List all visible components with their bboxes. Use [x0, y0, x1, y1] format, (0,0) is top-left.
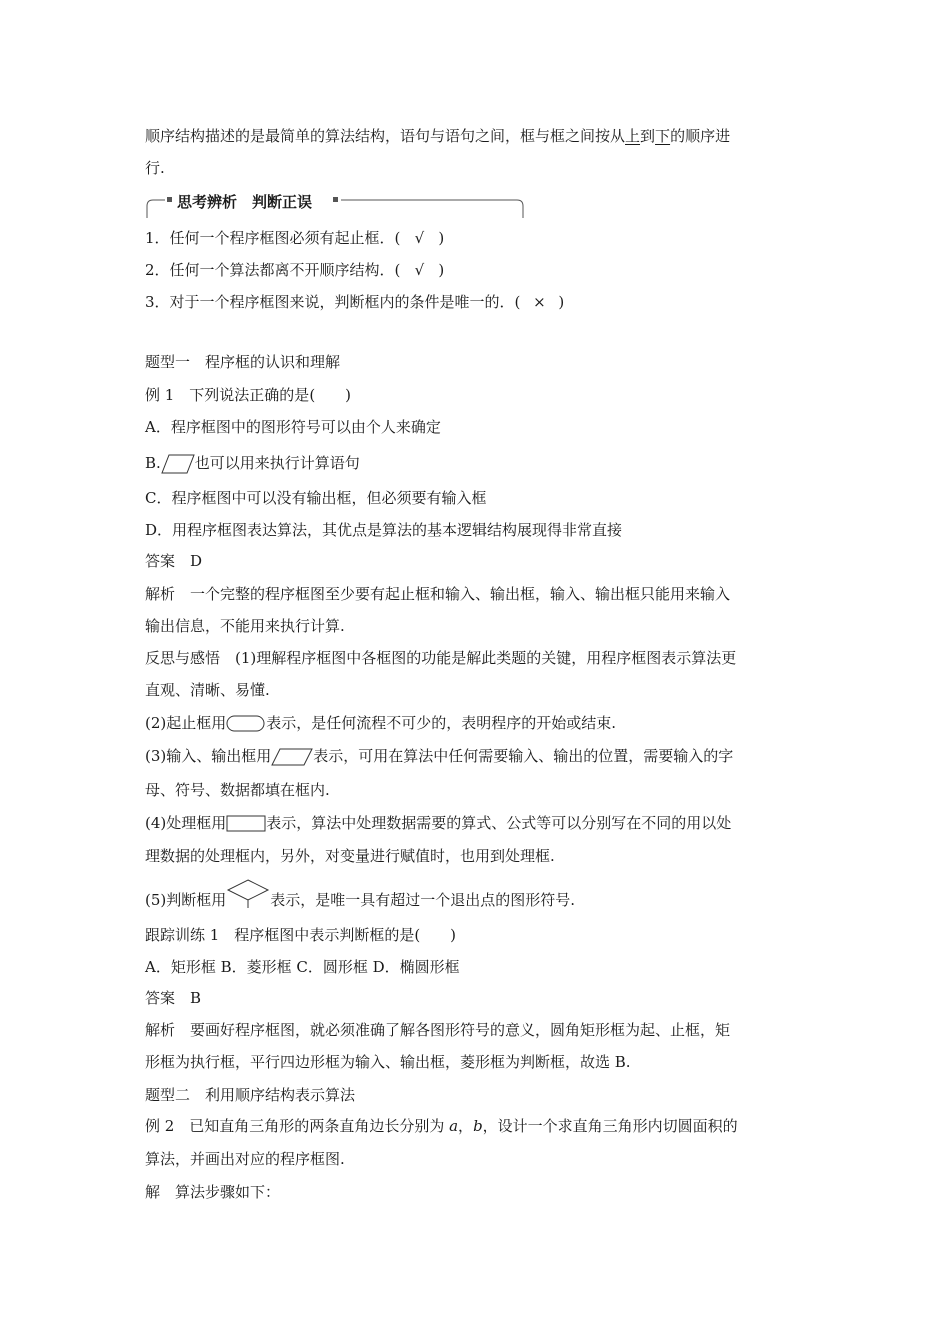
judgment-text: 2．任何一个算法都离不开顺序结构．( [145, 261, 401, 279]
reflection-3-post: 表示，可用在算法中任何需要输入、输出的位置，需要输入的字 [313, 747, 734, 765]
judgment-2 [145, 260, 444, 280]
judgment-3 [145, 292, 564, 312]
variable-a: a [449, 1117, 459, 1135]
reflection-2-pre: (2)起止框用 [145, 714, 227, 732]
practice-1-question: 跟踪训练 1 程序框图中表示判断框的是( ) [145, 926, 457, 944]
analysis-1-line-2: 输出信息，不能用来执行计算. [145, 617, 345, 635]
rectangle-icon [226, 814, 266, 834]
analysis-2-line-1: 解析 要画好程序框图，就必须准确了解各图形符号的意义，圆角矩形框为起、止框，矩 [145, 1021, 731, 1039]
reflection-1-line-1: 反思与感悟 (1)理解程序框图中各框图的功能是解此类题的关键，用程序框图表示算法更 [145, 649, 737, 667]
parallelogram-icon [271, 747, 313, 767]
reflection-3-line-2: 母、符号、数据都填在框内. [145, 781, 330, 799]
option-d: D．用程序框图表达算法，其优点是算法的基本逻辑结构展现得非常直接 [145, 521, 623, 539]
option-b-text: 也可以用来执行计算语句 [194, 454, 360, 472]
reflection-1-line-2: 直观、清晰、易懂. [145, 681, 270, 699]
practice-1-options: A．矩形框 B．菱形框 C．圆形框 D．椭圆形框 [145, 958, 460, 976]
reflection-2-post: 表示，是任何流程不可少的，表明程序的开始或结束. [266, 714, 617, 732]
intro-line-1 [145, 126, 730, 146]
option-c: C．程序框图中可以没有输出框，但必须要有输入框 [145, 489, 487, 507]
rounded-rectangle-icon [226, 714, 266, 734]
parallelogram-icon [161, 453, 195, 475]
reflection-5-post: 表示，是唯一具有超过一个退出点的图形符号. [270, 891, 576, 909]
intro-text-end: 的顺序进 [670, 127, 731, 145]
option-b-prefix: B. [145, 454, 161, 472]
reflection-5-pre: (5)判断框用 [145, 891, 227, 909]
example-1-question: 例 1 下列说法正确的是( ) [145, 386, 352, 404]
reflection-4-line-1 [145, 813, 731, 834]
paren-close: ) [438, 261, 445, 279]
cross-mark: × [533, 293, 546, 311]
reflection-5 [145, 890, 575, 910]
example-2-line-2: 算法，并画出对应的程序框图. [145, 1150, 345, 1168]
underlined-up: 上 [625, 127, 641, 145]
judgment-text: 1．任何一个程序框图必须有起止框．( [145, 229, 401, 247]
judgment-text: 3．对于一个程序框图来说，判断框内的条件是唯一的．( [145, 293, 521, 311]
intro-text: 顺序结构描述的是最简单的算法结构，语句与语句之间，框与框之间按从 [145, 127, 626, 145]
reflection-4-post: 表示，算法中处理数据需要的算式、公式等可以分别写在不同的用以处 [266, 814, 732, 832]
reflection-2 [145, 713, 616, 734]
example-2-pre: 例 2 已知直角三角形的两条直角边长分别为 [145, 1117, 450, 1135]
example-2-post: ，设计一个求直角三角形内切圆面积的 [482, 1117, 738, 1135]
comma: ， [458, 1117, 474, 1135]
reflection-4-line-2: 理数据的处理框内，另外，对变量进行赋值时，也用到处理框. [145, 847, 555, 865]
answer-1: 答案 D [145, 552, 203, 570]
option-b [145, 453, 360, 475]
example-2-line-1 [145, 1116, 738, 1136]
diamond-icon [226, 879, 270, 909]
check-mark: √ [414, 261, 425, 279]
reflection-3-line-1 [145, 746, 733, 767]
paren-close: ) [558, 293, 565, 311]
check-mark: √ [414, 229, 425, 247]
analysis-2-line-2: 形框为执行框，平行四边形框为输入、输出框，菱形框为判断框，故选 B. [145, 1053, 631, 1071]
reflection-4-pre: (4)处理框用 [145, 814, 227, 832]
paren-close: ) [438, 229, 445, 247]
solution-heading: 解 算法步骤如下： [145, 1183, 281, 1201]
section-banner [145, 188, 525, 220]
intro-line-2: 行. [145, 159, 165, 177]
section-heading-type2: 题型二 利用顺序结构表示算法 [145, 1086, 356, 1104]
judgment-1 [145, 228, 444, 248]
banner-title: 思考辨析 判断正误 [177, 193, 313, 211]
intro-to: 到 [640, 127, 656, 145]
section-heading-type1: 题型一 程序框的认识和理解 [145, 353, 341, 371]
underlined-down: 下 [655, 127, 671, 145]
option-a: A．程序框图中的图形符号可以由个人来确定 [145, 418, 441, 436]
answer-2: 答案 B [145, 989, 202, 1007]
analysis-1-line-1: 解析 一个完整的程序框图至少要有起止框和输入、输出框，输入、输出框只能用来输入 [145, 585, 731, 603]
variable-b: b [473, 1117, 483, 1135]
reflection-3-pre: (3)输入、输出框用 [145, 747, 272, 765]
